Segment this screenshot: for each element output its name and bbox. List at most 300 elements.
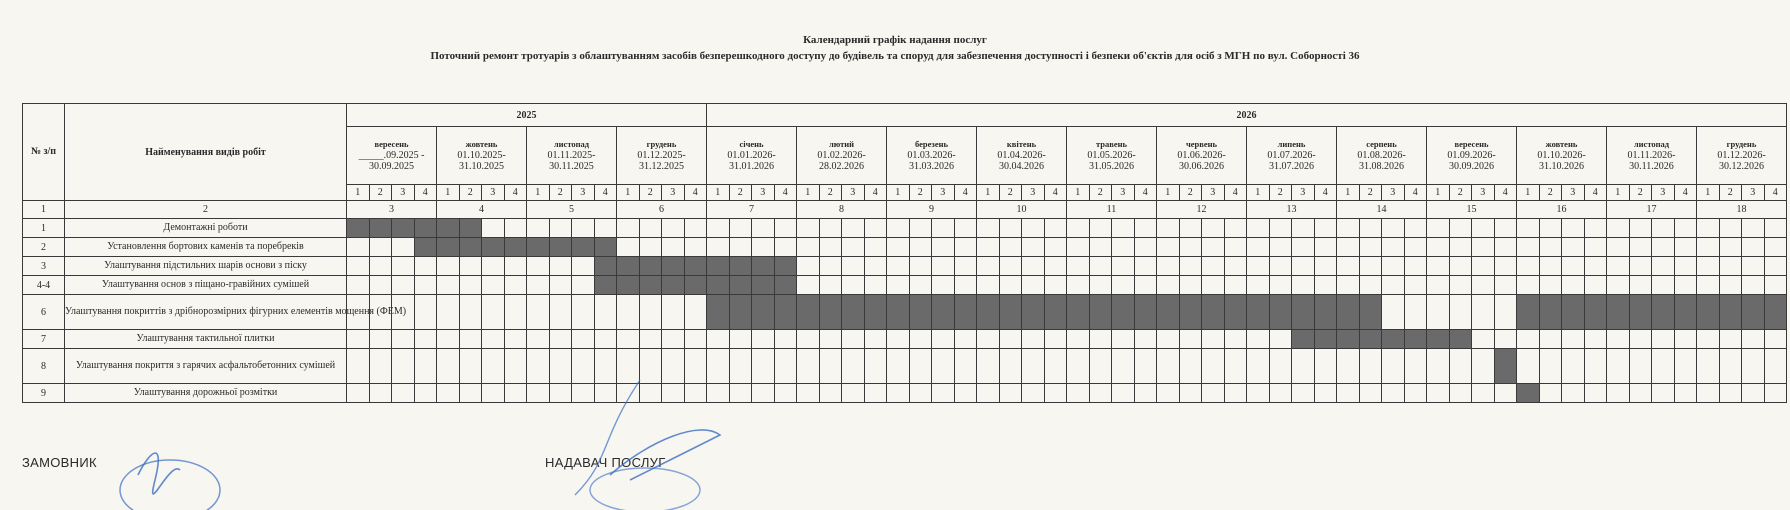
gantt-bar-cell bbox=[482, 238, 505, 257]
gantt-empty-cell bbox=[504, 295, 527, 330]
gantt-empty-cell bbox=[1607, 219, 1630, 238]
column-number: 17 bbox=[1607, 201, 1697, 219]
gantt-empty-cell bbox=[752, 238, 775, 257]
gantt-empty-cell bbox=[977, 238, 1000, 257]
gantt-empty-cell bbox=[999, 330, 1022, 349]
work-row bbox=[23, 295, 1787, 330]
gantt-empty-cell bbox=[1472, 257, 1495, 276]
gantt-empty-cell bbox=[1607, 384, 1630, 403]
month-name: листопад bbox=[1633, 139, 1670, 149]
gantt-empty-cell bbox=[1764, 330, 1787, 349]
gantt-empty-cell bbox=[1674, 238, 1697, 257]
gantt-empty-cell bbox=[1157, 330, 1180, 349]
gantt-empty-cell bbox=[1472, 349, 1495, 384]
gantt-bar-cell bbox=[932, 295, 955, 330]
gantt-empty-cell bbox=[617, 238, 640, 257]
month-name: серпень bbox=[1366, 139, 1397, 149]
gantt-empty-cell bbox=[414, 330, 437, 349]
week-number: 2 bbox=[1629, 185, 1652, 201]
gantt-empty-cell bbox=[1314, 257, 1337, 276]
gantt-empty-cell bbox=[1224, 219, 1247, 238]
gantt-empty-cell bbox=[1472, 295, 1495, 330]
gantt-empty-cell bbox=[1224, 330, 1247, 349]
gantt-empty-cell bbox=[729, 238, 752, 257]
gantt-bar-cell bbox=[684, 276, 707, 295]
gantt-empty-cell bbox=[392, 276, 415, 295]
gantt-empty-cell bbox=[842, 238, 865, 257]
gantt-empty-cell bbox=[459, 295, 482, 330]
gantt-empty-cell bbox=[414, 384, 437, 403]
gantt-bar-cell bbox=[887, 295, 910, 330]
gantt-bar-cell bbox=[1224, 295, 1247, 330]
gantt-empty-cell bbox=[909, 330, 932, 349]
month-header bbox=[797, 127, 887, 185]
gantt-empty-cell bbox=[1022, 219, 1045, 238]
week-number: 2 bbox=[1719, 185, 1742, 201]
gantt-bar-cell bbox=[1629, 295, 1652, 330]
gantt-empty-cell bbox=[999, 238, 1022, 257]
gantt-empty-cell bbox=[1539, 349, 1562, 384]
month-name: червень bbox=[1185, 139, 1218, 149]
gantt-empty-cell bbox=[819, 330, 842, 349]
gantt-empty-cell bbox=[819, 384, 842, 403]
gantt-empty-cell bbox=[527, 257, 550, 276]
week-number: 4 bbox=[504, 185, 527, 201]
gantt-empty-cell bbox=[459, 330, 482, 349]
gantt-empty-cell bbox=[954, 349, 977, 384]
gantt-empty-cell bbox=[707, 238, 730, 257]
gantt-empty-cell bbox=[482, 349, 505, 384]
gantt-empty-cell bbox=[954, 257, 977, 276]
gantt-empty-cell bbox=[797, 219, 820, 238]
gantt-empty-cell bbox=[1224, 349, 1247, 384]
week-number: 1 bbox=[1157, 185, 1180, 201]
gantt-bar-cell bbox=[1022, 295, 1045, 330]
gantt-empty-cell bbox=[1719, 330, 1742, 349]
week-number: 2 bbox=[549, 185, 572, 201]
month-name: жовтень bbox=[465, 139, 498, 149]
gantt-empty-cell bbox=[1134, 238, 1157, 257]
schedule-title: Календарний графік надання послуг bbox=[803, 34, 987, 46]
gantt-empty-cell bbox=[1067, 384, 1090, 403]
gantt-empty-cell bbox=[1089, 384, 1112, 403]
gantt-empty-cell bbox=[1089, 238, 1112, 257]
gantt-empty-cell bbox=[954, 238, 977, 257]
gantt-empty-cell bbox=[1112, 349, 1135, 384]
gantt-empty-cell bbox=[1652, 238, 1675, 257]
gantt-empty-cell bbox=[1202, 257, 1225, 276]
gantt-bar-cell bbox=[752, 295, 775, 330]
gantt-empty-cell bbox=[932, 330, 955, 349]
gantt-empty-cell bbox=[909, 349, 932, 384]
gantt-empty-cell bbox=[1292, 349, 1315, 384]
week-number: 2 bbox=[1449, 185, 1472, 201]
gantt-bar-cell bbox=[1359, 295, 1382, 330]
week-number: 1 bbox=[1517, 185, 1540, 201]
gantt-empty-cell bbox=[1022, 276, 1045, 295]
gantt-bar-cell bbox=[1382, 330, 1405, 349]
gantt-empty-cell bbox=[1494, 276, 1517, 295]
gantt-bar-cell bbox=[437, 219, 460, 238]
gantt-empty-cell bbox=[1359, 349, 1382, 384]
week-number: 3 bbox=[932, 185, 955, 201]
work-number: 3 bbox=[23, 257, 65, 276]
gantt-empty-cell bbox=[1764, 238, 1787, 257]
week-number: 1 bbox=[707, 185, 730, 201]
gantt-empty-cell bbox=[437, 349, 460, 384]
gantt-empty-cell bbox=[392, 349, 415, 384]
gantt-empty-cell bbox=[1382, 276, 1405, 295]
gantt-bar-cell bbox=[684, 257, 707, 276]
gantt-empty-cell bbox=[1629, 276, 1652, 295]
gantt-empty-cell bbox=[864, 219, 887, 238]
week-number: 3 bbox=[1112, 185, 1135, 201]
gantt-empty-cell bbox=[1337, 219, 1360, 238]
gantt-empty-cell bbox=[1157, 219, 1180, 238]
gantt-empty-cell bbox=[662, 219, 685, 238]
gantt-empty-cell bbox=[1044, 349, 1067, 384]
gantt-empty-cell bbox=[1607, 257, 1630, 276]
gantt-bar-cell bbox=[1337, 330, 1360, 349]
week-number: 1 bbox=[1337, 185, 1360, 201]
gantt-empty-cell bbox=[1292, 257, 1315, 276]
gantt-empty-cell bbox=[1562, 219, 1585, 238]
gantt-empty-cell bbox=[1382, 257, 1405, 276]
month-header bbox=[1067, 127, 1157, 185]
gantt-empty-cell bbox=[639, 219, 662, 238]
gantt-empty-cell bbox=[1764, 219, 1787, 238]
gantt-empty-cell bbox=[864, 330, 887, 349]
work-name: Улаштування дорожньої розмітки bbox=[65, 384, 347, 403]
gantt-bar-cell bbox=[549, 238, 572, 257]
gantt-empty-cell bbox=[1382, 349, 1405, 384]
gantt-empty-cell bbox=[1607, 330, 1630, 349]
gantt-empty-cell bbox=[932, 384, 955, 403]
gantt-empty-cell bbox=[1697, 349, 1720, 384]
gantt-empty-cell bbox=[1337, 276, 1360, 295]
week-number: 2 bbox=[1539, 185, 1562, 201]
week-number: 2 bbox=[999, 185, 1022, 201]
gantt-empty-cell bbox=[729, 219, 752, 238]
gantt-empty-cell bbox=[999, 257, 1022, 276]
week-number: 4 bbox=[1584, 185, 1607, 201]
week-number: 4 bbox=[684, 185, 707, 201]
gantt-empty-cell bbox=[1719, 238, 1742, 257]
gantt-empty-cell bbox=[1112, 238, 1135, 257]
work-number: 6 bbox=[23, 295, 65, 330]
gantt-bar-cell bbox=[1764, 295, 1787, 330]
column-number: 18 bbox=[1697, 201, 1787, 219]
gantt-empty-cell bbox=[729, 349, 752, 384]
gantt-empty-cell bbox=[1089, 257, 1112, 276]
gantt-empty-cell bbox=[504, 257, 527, 276]
gantt-empty-cell bbox=[662, 330, 685, 349]
gantt-bar-cell bbox=[662, 276, 685, 295]
gantt-empty-cell bbox=[864, 349, 887, 384]
gantt-empty-cell bbox=[909, 384, 932, 403]
gantt-empty-cell bbox=[684, 238, 707, 257]
gantt-bar-cell bbox=[1607, 295, 1630, 330]
gantt-empty-cell bbox=[1719, 257, 1742, 276]
work-number: 9 bbox=[23, 384, 65, 403]
column-number: 11 bbox=[1067, 201, 1157, 219]
gantt-bar-cell bbox=[1562, 295, 1585, 330]
gantt-empty-cell bbox=[1179, 219, 1202, 238]
provider-stamp bbox=[570, 380, 760, 500]
gantt-empty-cell bbox=[1449, 349, 1472, 384]
gantt-bar-cell bbox=[1112, 295, 1135, 330]
week-number: 3 bbox=[1202, 185, 1225, 201]
month-header bbox=[617, 127, 707, 185]
gantt-bar-cell bbox=[347, 219, 370, 238]
gantt-empty-cell bbox=[392, 238, 415, 257]
header-number: № з/п bbox=[23, 104, 65, 201]
gantt-empty-cell bbox=[572, 349, 595, 384]
week-number: 2 bbox=[1179, 185, 1202, 201]
gantt-bar-cell bbox=[729, 295, 752, 330]
gantt-empty-cell bbox=[1292, 219, 1315, 238]
gantt-bar-cell bbox=[954, 295, 977, 330]
gantt-empty-cell bbox=[437, 384, 460, 403]
month-range: 01.09.2026- 30.09.2026 bbox=[1447, 150, 1496, 172]
gantt-empty-cell bbox=[504, 349, 527, 384]
gantt-bar-cell bbox=[842, 295, 865, 330]
gantt-empty-cell bbox=[1134, 219, 1157, 238]
gantt-bar-cell bbox=[1449, 330, 1472, 349]
gantt-empty-cell bbox=[1629, 349, 1652, 384]
column-number: 1 bbox=[23, 201, 65, 219]
gantt-empty-cell bbox=[1427, 257, 1450, 276]
gantt-empty-cell bbox=[1764, 349, 1787, 384]
gantt-empty-cell bbox=[819, 349, 842, 384]
gantt-empty-cell bbox=[369, 384, 392, 403]
gantt-empty-cell bbox=[842, 330, 865, 349]
gantt-empty-cell bbox=[684, 219, 707, 238]
gantt-empty-cell bbox=[1022, 349, 1045, 384]
gantt-empty-cell bbox=[1202, 349, 1225, 384]
gantt-empty-cell bbox=[887, 384, 910, 403]
gantt-empty-cell bbox=[932, 219, 955, 238]
gantt-empty-cell bbox=[572, 295, 595, 330]
gantt-bar-cell bbox=[617, 276, 640, 295]
gantt-empty-cell bbox=[1247, 330, 1270, 349]
month-name: грудень bbox=[646, 139, 677, 149]
gantt-bar-cell bbox=[1517, 295, 1540, 330]
gantt-bar-cell bbox=[1247, 295, 1270, 330]
gantt-empty-cell bbox=[1742, 330, 1765, 349]
work-number: 8 bbox=[23, 349, 65, 384]
gantt-bar-cell bbox=[1652, 295, 1675, 330]
gantt-bar-cell bbox=[707, 295, 730, 330]
customer-stamp bbox=[110, 440, 230, 510]
gantt-empty-cell bbox=[1157, 238, 1180, 257]
gantt-empty-cell bbox=[752, 330, 775, 349]
gantt-empty-cell bbox=[347, 238, 370, 257]
gantt-bar-cell bbox=[392, 219, 415, 238]
gantt-empty-cell bbox=[1247, 384, 1270, 403]
gantt-bar-cell bbox=[1742, 295, 1765, 330]
gantt-empty-cell bbox=[527, 384, 550, 403]
gantt-empty-cell bbox=[1629, 257, 1652, 276]
gantt-empty-cell bbox=[572, 330, 595, 349]
gantt-empty-cell bbox=[1269, 238, 1292, 257]
column-number: 10 bbox=[977, 201, 1067, 219]
gantt-empty-cell bbox=[1584, 349, 1607, 384]
gantt-empty-cell bbox=[1044, 330, 1067, 349]
gantt-bar-cell bbox=[707, 257, 730, 276]
week-number: 1 bbox=[1427, 185, 1450, 201]
gantt-empty-cell bbox=[1067, 238, 1090, 257]
gantt-empty-cell bbox=[752, 219, 775, 238]
gantt-empty-cell bbox=[1359, 276, 1382, 295]
gantt-empty-cell bbox=[1404, 384, 1427, 403]
work-name: Улаштування тактильної плитки bbox=[65, 330, 347, 349]
gantt-bar-cell bbox=[864, 295, 887, 330]
gantt-empty-cell bbox=[549, 276, 572, 295]
gantt-bar-cell bbox=[1674, 295, 1697, 330]
gantt-bar-cell bbox=[1067, 295, 1090, 330]
gantt-empty-cell bbox=[1764, 384, 1787, 403]
gantt-empty-cell bbox=[1652, 257, 1675, 276]
month-range: 01.10.2026- 31.10.2026 bbox=[1537, 150, 1586, 172]
gantt-bar-cell bbox=[1359, 330, 1382, 349]
gantt-empty-cell bbox=[1337, 257, 1360, 276]
gantt-empty-cell bbox=[1179, 349, 1202, 384]
column-number: 14 bbox=[1337, 201, 1427, 219]
gantt-empty-cell bbox=[459, 349, 482, 384]
gantt-empty-cell bbox=[662, 238, 685, 257]
gantt-empty-cell bbox=[1112, 384, 1135, 403]
gantt-empty-cell bbox=[639, 238, 662, 257]
gantt-empty-cell bbox=[459, 276, 482, 295]
gantt-empty-cell bbox=[954, 384, 977, 403]
gantt-empty-cell bbox=[1449, 238, 1472, 257]
gantt-empty-cell bbox=[1719, 276, 1742, 295]
gantt-empty-cell bbox=[639, 349, 662, 384]
gantt-empty-cell bbox=[1652, 330, 1675, 349]
gantt-empty-cell bbox=[1179, 238, 1202, 257]
gantt-empty-cell bbox=[347, 257, 370, 276]
gantt-empty-cell bbox=[797, 384, 820, 403]
gantt-empty-cell bbox=[414, 276, 437, 295]
gantt-empty-cell bbox=[864, 257, 887, 276]
gantt-empty-cell bbox=[977, 384, 1000, 403]
gantt-empty-cell bbox=[1292, 384, 1315, 403]
gantt-bar-cell bbox=[729, 257, 752, 276]
year-header: 2026 bbox=[707, 104, 1787, 127]
gantt-empty-cell bbox=[1314, 276, 1337, 295]
gantt-empty-cell bbox=[819, 238, 842, 257]
week-number: 1 bbox=[617, 185, 640, 201]
gantt-bar-cell bbox=[1697, 295, 1720, 330]
gantt-bar-cell bbox=[1404, 330, 1427, 349]
gantt-empty-cell bbox=[369, 238, 392, 257]
gantt-bar-cell bbox=[639, 276, 662, 295]
gantt-empty-cell bbox=[977, 276, 1000, 295]
gantt-empty-cell bbox=[1382, 238, 1405, 257]
gantt-empty-cell bbox=[1742, 276, 1765, 295]
gantt-empty-cell bbox=[1674, 330, 1697, 349]
gantt-empty-cell bbox=[1427, 349, 1450, 384]
gantt-empty-cell bbox=[414, 295, 437, 330]
gantt-empty-cell bbox=[549, 257, 572, 276]
gantt-empty-cell bbox=[1269, 384, 1292, 403]
gantt-empty-cell bbox=[1607, 238, 1630, 257]
gantt-empty-cell bbox=[752, 349, 775, 384]
gantt-bar-cell bbox=[594, 257, 617, 276]
gantt-bar-cell bbox=[1202, 295, 1225, 330]
gantt-empty-cell bbox=[1494, 219, 1517, 238]
gantt-empty-cell bbox=[1202, 276, 1225, 295]
gantt-empty-cell bbox=[437, 257, 460, 276]
gantt-empty-cell bbox=[1404, 276, 1427, 295]
gantt-empty-cell bbox=[1449, 384, 1472, 403]
week-number: 1 bbox=[527, 185, 550, 201]
gantt-empty-cell bbox=[932, 238, 955, 257]
gantt-empty-cell bbox=[437, 295, 460, 330]
column-number: 16 bbox=[1517, 201, 1607, 219]
gantt-empty-cell bbox=[1157, 257, 1180, 276]
gantt-empty-cell bbox=[1697, 219, 1720, 238]
column-number: 7 bbox=[707, 201, 797, 219]
gantt-empty-cell bbox=[1652, 276, 1675, 295]
gantt-empty-cell bbox=[819, 219, 842, 238]
gantt-empty-cell bbox=[1022, 384, 1045, 403]
month-header bbox=[1157, 127, 1247, 185]
gantt-bar-cell bbox=[414, 219, 437, 238]
month-name: лютий bbox=[828, 139, 855, 149]
gantt-empty-cell bbox=[1067, 257, 1090, 276]
gantt-bar-cell bbox=[1179, 295, 1202, 330]
gantt-empty-cell bbox=[1517, 257, 1540, 276]
gantt-empty-cell bbox=[1674, 257, 1697, 276]
gantt-empty-cell bbox=[414, 257, 437, 276]
week-number: 4 bbox=[1314, 185, 1337, 201]
week-number: 3 bbox=[572, 185, 595, 201]
gantt-empty-cell bbox=[1472, 238, 1495, 257]
gantt-empty-cell bbox=[504, 330, 527, 349]
week-number: 1 bbox=[977, 185, 1000, 201]
week-number: 3 bbox=[392, 185, 415, 201]
week-number: 1 bbox=[887, 185, 910, 201]
gantt-empty-cell bbox=[774, 349, 797, 384]
week-number: 4 bbox=[414, 185, 437, 201]
gantt-empty-cell bbox=[1157, 276, 1180, 295]
gantt-empty-cell bbox=[932, 276, 955, 295]
gantt-empty-cell bbox=[549, 349, 572, 384]
gantt-empty-cell bbox=[347, 330, 370, 349]
gantt-bar-cell bbox=[369, 219, 392, 238]
gantt-empty-cell bbox=[1449, 257, 1472, 276]
month-range: 01.10.2025- 31.10.2025 bbox=[457, 150, 506, 172]
gantt-empty-cell bbox=[1044, 238, 1067, 257]
gantt-empty-cell bbox=[1494, 330, 1517, 349]
work-name: Улаштування підстильних шарів основи з піску bbox=[65, 257, 347, 276]
gantt-empty-cell bbox=[1112, 257, 1135, 276]
gantt-bar-cell bbox=[797, 295, 820, 330]
gantt-bar-cell bbox=[752, 257, 775, 276]
gantt-empty-cell bbox=[1539, 330, 1562, 349]
gantt-empty-cell bbox=[1179, 276, 1202, 295]
week-number: 3 bbox=[842, 185, 865, 201]
gantt-empty-cell bbox=[797, 238, 820, 257]
gantt-empty-cell bbox=[617, 219, 640, 238]
gantt-empty-cell bbox=[392, 257, 415, 276]
gantt-empty-cell bbox=[954, 330, 977, 349]
gantt-empty-cell bbox=[414, 349, 437, 384]
week-number: 4 bbox=[594, 185, 617, 201]
gantt-empty-cell bbox=[684, 295, 707, 330]
